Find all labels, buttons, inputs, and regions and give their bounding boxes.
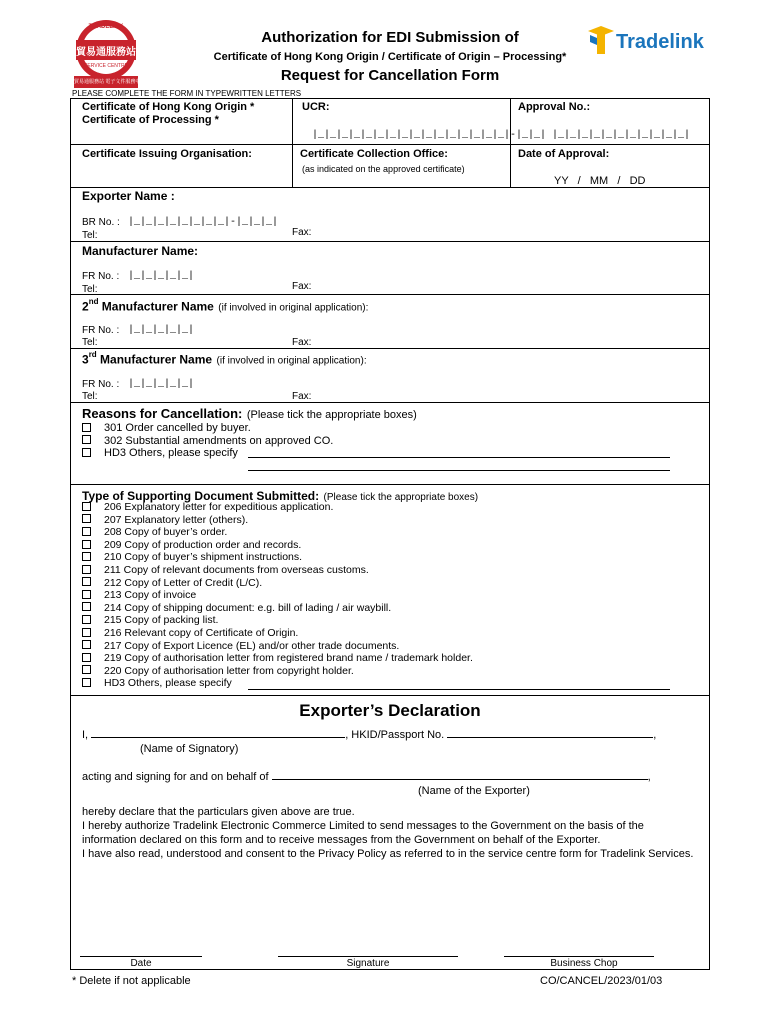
supporting-item: HD3 Others, please specify [82, 677, 473, 690]
reason-checkbox[interactable] [82, 423, 91, 432]
supporting-checkbox[interactable] [82, 628, 91, 637]
signature-caption: Signature [346, 958, 390, 969]
tradelink-brand-name: Tradelink [616, 31, 704, 53]
reasons-list [82, 422, 333, 460]
form-code: CO/CANCEL/2023/01/03 [540, 975, 663, 987]
tradelink-logo [586, 25, 711, 57]
supporting-list [82, 501, 473, 690]
supporting-item: 217 Copy of Export Licence (EL) and/or other trade documents. [82, 640, 473, 653]
manufacturer2-fax-label: Fax: [292, 337, 312, 348]
tradelink-mark-icon [586, 25, 616, 57]
cert-hk-origin-label: Certificate of Hong Kong Origin * [82, 101, 255, 113]
reason-item: 301 Order cancelled by buyer. [82, 422, 333, 435]
logo-text-main: 貿易通服務站 [76, 47, 136, 58]
hkid-passport-field[interactable] [447, 737, 653, 738]
exporter-name-label: Exporter Name : [82, 189, 175, 203]
signature-line[interactable] [278, 956, 458, 957]
ucr-label: UCR: [302, 101, 330, 113]
manufacturer2-fr-field[interactable]: |_|_|_|_|_| [128, 325, 195, 336]
manufacturer2-note: (if involved in original application): [218, 302, 369, 314]
manufacturer3-name-label: 3rd Manufacturer Name (if involved in original application): [82, 350, 367, 367]
manufacturer2-name-label: 2nd Manufacturer Name (if involved in original application): [82, 297, 369, 314]
name-of-signatory-caption: (Name of Signatory) [140, 743, 239, 755]
supporting-specify-line[interactable] [248, 689, 670, 690]
manufacturer-fax-label: Fax: [292, 281, 312, 292]
supporting-checkbox[interactable] [82, 514, 91, 523]
reasons-heading-note: (Please tick the appropriate boxes) [246, 409, 417, 421]
reason-checkbox[interactable] [82, 448, 91, 457]
exporter-br-field[interactable]: |_|_|_|_|_|_|_|_|-|_|_|_| [128, 217, 279, 228]
reason-item: 302 Substantial amendments on approved CO. [82, 435, 333, 448]
reason-item: HD3 Others, please specify [82, 447, 333, 460]
form-instruction: PLEASE COMPLETE THE FORM IN TYPEWRITTEN LETTERS [72, 89, 302, 98]
manufacturer-fr-label: FR No. : [82, 271, 120, 282]
logo-text-bottom: SERVICE CENTRE [84, 63, 128, 69]
supporting-item: 216 Relevant copy of Certificate of Origin. [82, 627, 473, 640]
date-approval-label: Date of Approval: [518, 148, 610, 160]
supporting-checkbox[interactable] [82, 552, 91, 561]
supporting-item: 206 Explanatory letter for expeditious application. [82, 501, 473, 514]
supporting-heading: Type of Supporting Document Submitted: (Please tick the appropriate boxes) [82, 489, 479, 503]
manufacturer-tel-label: Tel: [82, 284, 98, 295]
manufacturer3-fax-label: Fax: [292, 391, 312, 402]
manufacturer2-fr-label: FR No. : [82, 325, 120, 336]
declaration-line1: I, , HKID/Passport No. , [82, 729, 657, 741]
declaration-acting: acting and signing for and on behalf of , [82, 771, 651, 783]
supporting-checkbox[interactable] [82, 665, 91, 674]
supporting-checkbox[interactable] [82, 678, 91, 687]
reason-specify-line-2[interactable] [248, 470, 670, 471]
name-of-exporter-caption: (Name of the Exporter) [418, 785, 530, 797]
supporting-item: 207 Explanatory letter (others). [82, 514, 473, 527]
manufacturer3-tel-label: Tel: [82, 391, 98, 402]
exporter-fax-label: Fax: [292, 227, 312, 238]
supporting-item: 214 Copy of shipping document: e.g. bill of lading / air waybill. [82, 602, 473, 615]
supporting-checkbox[interactable] [82, 540, 91, 549]
declaration-paragraph: hereby declare that the particulars given above are true. I hereby authorize Tradelink Electronic Commerce Limited to send messages to the Government on the basis of the information declared on this form and to receive messages from the Government on behalf of the Exporter. I have also read, understood and consent to the Privacy Policy as referred to in the service centre form for Tradelink Services. [82, 806, 694, 860]
supporting-item: 210 Copy of buyer’s shipment instructions. [82, 551, 473, 564]
approval-no-label: Approval No.: [518, 101, 591, 113]
supporting-checkbox[interactable] [82, 615, 91, 624]
footer-note: * Delete if not applicable [72, 975, 191, 987]
exporter-tel-label: Tel: [82, 230, 98, 241]
manufacturer3-fr-label: FR No. : [82, 379, 120, 390]
form-title-line2: Certificate of Hong Kong Origin / Certificate of Origin – Processing* [213, 51, 567, 63]
supporting-checkbox[interactable] [82, 640, 91, 649]
manufacturer3-fr-field[interactable]: |_|_|_|_|_| [128, 379, 195, 390]
issuing-org-label: Certificate Issuing Organisation: [82, 148, 252, 160]
supporting-checkbox[interactable] [82, 565, 91, 574]
manufacturer3-note: (if involved in original application): [216, 355, 367, 367]
reason-checkbox[interactable] [82, 435, 91, 444]
declaration-heading: Exporter’s Declaration [299, 701, 481, 720]
business-chop-caption: Business Chop [550, 958, 618, 969]
form-title-line1: Authorization for EDI Submission of [261, 29, 519, 46]
supporting-item: 208 Copy of buyer’s order. [82, 526, 473, 539]
supporting-item: 219 Copy of authorisation letter from registered brand name / trademark holder. [82, 652, 473, 665]
supporting-item: 209 Copy of production order and records. [82, 539, 473, 552]
exporter-br-label: BR No. : [82, 217, 120, 228]
date-format-hint[interactable]: YY / MM / DD [554, 175, 646, 187]
logo-text-top: TRADELINK [88, 24, 124, 30]
supporting-item: 212 Copy of Letter of Credit (L/C). [82, 577, 473, 590]
supporting-checkbox[interactable] [82, 502, 91, 511]
supporting-item: 213 Copy of invoice [82, 589, 473, 602]
date-line[interactable] [80, 956, 202, 957]
approval-no-field[interactable]: |_|_|_|_|_|_|_|_|_|_|_| [552, 130, 691, 141]
logo-text-sub: 貿易通服務站 電子文件服務中心 [74, 79, 146, 85]
manufacturer2-tel-label: Tel: [82, 337, 98, 348]
supporting-checkbox[interactable] [82, 577, 91, 586]
cert-processing-label: Certificate of Processing * [82, 114, 219, 126]
supporting-checkbox[interactable] [82, 527, 91, 536]
ucr-field[interactable]: |_|_|_|_|_|_|_|_|_|_|_|_|_|_|_|_|-|_|_| [312, 130, 547, 141]
date-caption: Date [130, 958, 152, 969]
supporting-heading-note: (Please tick the appropriate boxes) [323, 492, 479, 503]
manufacturer-name-label: Manufacturer Name: [82, 244, 199, 258]
supporting-checkbox[interactable] [82, 602, 91, 611]
reasons-heading: Reasons for Cancellation: (Please tick the appropriate boxes) [82, 406, 417, 421]
supporting-checkbox[interactable] [82, 653, 91, 662]
form-title-line3: Request for Cancellation Form [280, 67, 500, 84]
exporter-name-field[interactable] [272, 779, 648, 780]
supporting-item: 215 Copy of packing list. [82, 614, 473, 627]
supporting-checkbox[interactable] [82, 590, 91, 599]
reason-specify-line-1[interactable] [248, 457, 670, 458]
collection-office-note: (as indicated on the approved certificate) [302, 164, 465, 174]
signatory-name-field[interactable] [91, 737, 345, 738]
supporting-item: 211 Copy of relevant documents from overseas customs. [82, 564, 473, 577]
collection-office-label: Certificate Collection Office: [300, 148, 448, 160]
manufacturer-fr-field[interactable]: |_|_|_|_|_| [128, 271, 195, 282]
supporting-item: 220 Copy of authorisation letter from copyright holder. [82, 665, 473, 678]
chop-line[interactable] [504, 956, 654, 957]
